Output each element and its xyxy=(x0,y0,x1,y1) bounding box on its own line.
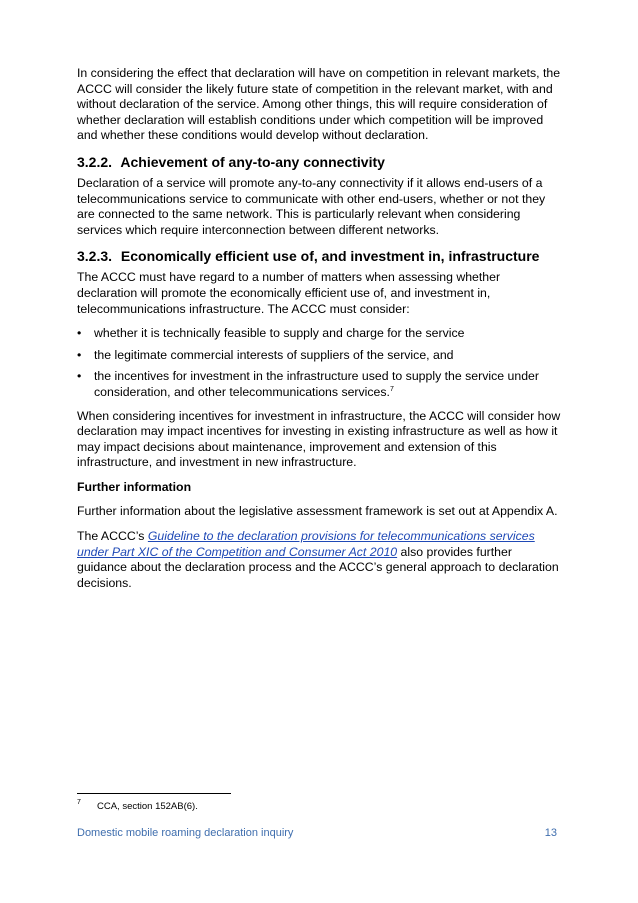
list-item-text: whether it is technically feasible to supply and charge for the service xyxy=(94,326,465,341)
list-item xyxy=(77,369,561,400)
infrastructure-intro-paragraph: The ACCC must have regard to a number of matters when assessing whether declaration will promote the economically efficient use of, and investment in, telecommunications infrastructure. The ACCC must consider: xyxy=(77,270,501,316)
list-item-text: the legitimate commercial interests of suppliers of the service, and xyxy=(94,347,454,362)
considerations-list xyxy=(77,326,561,400)
footnote-text: CCA, section 152AB(6). xyxy=(97,801,198,812)
footnote-reference[interactable]: 7 xyxy=(389,385,394,393)
section-heading-3-2-3 xyxy=(77,247,561,265)
page-number: 13 xyxy=(544,827,557,839)
section-heading-3-2-2 xyxy=(77,153,561,171)
guideline-prefix: The ACCC’s xyxy=(77,529,148,544)
section-number: 3.2.3. xyxy=(77,248,113,265)
bullet-icon: • xyxy=(77,369,82,384)
list-item-text: the incentives for investment in the infrastructure used to supply the service under consideration, and other telecommunications services. xyxy=(94,369,539,399)
intro-paragraph: In considering the effect that declaration will have on competition in relevant markets, the ACCC will consider the likely future state of competition in the relevant market, with and without declaration of the service. Among other things, this will require consideration of whether declaration will establish conditions under which competition will be improved and whether these conditions would develop without declaration. xyxy=(77,66,561,143)
connectivity-paragraph: Declaration of a service will promote any-to-any connectivity if it allows end-users of a telecommunications service to communicate with other end-users, whether or not they are connected to the same network. This is particularly relevant when considering services which require interconnection between different networks. xyxy=(77,175,546,237)
bullet-icon: • xyxy=(77,326,82,341)
guideline-link[interactable]: Guideline to the declaration provisions for telecommunications services under Part XIC of the Competition and Consumer Act 2010 xyxy=(77,529,535,559)
page-body xyxy=(77,66,561,591)
footer-title: Domestic mobile roaming declaration inquiry xyxy=(77,827,294,839)
bullet-icon: • xyxy=(77,347,82,362)
further-info-paragraph: Further information about the legislative assessment framework is set out at Appendix A. xyxy=(77,504,558,519)
section-title: Economically efficient use of, and investment in, infrastructure xyxy=(120,248,540,265)
guideline-suffix: also provides further guidance about the declaration process and the ACCC’s general approach to declaration decisions. xyxy=(77,544,559,590)
investment-paragraph: When considering incentives for investment in infrastructure, the ACCC will consider how declaration may impact incentives for investing in existing infrastructure as well as how it may impact decisions about maintenance, improvement and extension of this infrastructure, and investment in new infrastructure. xyxy=(77,408,561,470)
section-title: Achievement of any-to-any connectivity xyxy=(120,153,385,170)
footnote-mark: 7 xyxy=(77,799,81,806)
footnote-divider xyxy=(77,793,231,794)
further-info-heading: Further information xyxy=(77,479,192,494)
list-item xyxy=(77,348,561,364)
list-item xyxy=(77,326,561,342)
guideline-paragraph xyxy=(77,529,561,591)
section-number: 3.2.2. xyxy=(77,153,113,170)
